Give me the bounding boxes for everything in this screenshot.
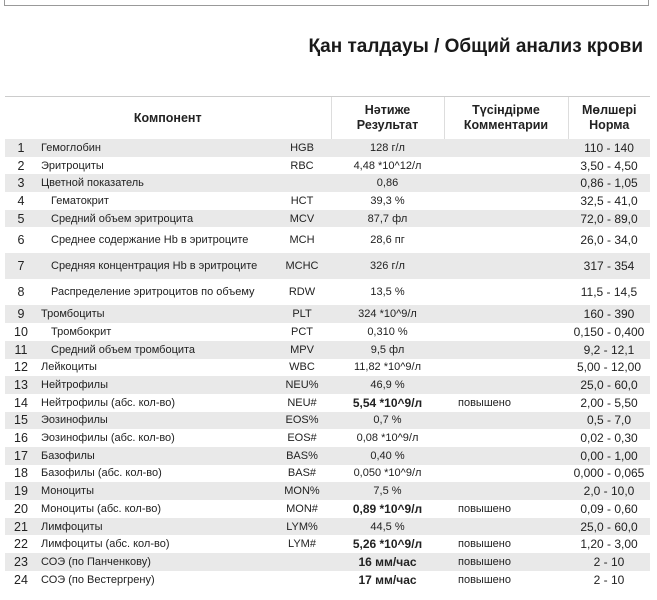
table-row	[5, 192, 650, 210]
header-comment: Түсіндірме Комментарии	[444, 97, 568, 140]
component-code	[273, 571, 331, 589]
comment	[444, 412, 568, 430]
component-code: MCH	[289, 234, 315, 247]
row-number: 4	[17, 193, 25, 208]
comment	[444, 174, 568, 192]
component-code: NEU#	[287, 396, 317, 409]
result-value: 11,82 *10^9/л	[353, 361, 422, 374]
comment	[444, 227, 568, 253]
component-name: Распределение эритроцитов по объему	[51, 286, 255, 299]
row-number: 18	[14, 466, 28, 481]
result-value: 0,08 *10^9/л	[356, 432, 419, 445]
component-code	[273, 553, 331, 571]
row-number: 13	[5, 376, 37, 394]
component-code: HCT	[290, 194, 314, 207]
component-name: Тромбоциты	[37, 305, 273, 323]
comment	[444, 279, 568, 305]
row-number: 12	[14, 360, 28, 375]
component-name: Эозинофилы (абс. кол-во)	[41, 432, 175, 445]
component-name: Нейтрофилы (абс. кол-во)	[41, 396, 176, 409]
norm-range: 26,0 - 34,0	[580, 233, 638, 248]
comment	[444, 192, 568, 210]
row-number: 19	[5, 482, 37, 500]
table-row	[5, 227, 650, 253]
table-row	[5, 157, 650, 175]
norm-range: 0,09 - 0,60	[580, 501, 638, 516]
table-row	[5, 500, 650, 518]
table-row	[5, 518, 650, 536]
component-code: BAS%	[273, 447, 331, 465]
norm-range: 0,150 - 0,400	[573, 324, 645, 339]
table-row	[5, 429, 650, 447]
norm-range: 25,0 - 60,0	[568, 376, 650, 394]
result-value: 39,3 %	[370, 194, 405, 207]
result-value: 324 *10^9/л	[331, 305, 444, 323]
row-number: 21	[5, 518, 37, 536]
comment	[444, 323, 568, 341]
component-code: PCT	[291, 325, 313, 338]
result-value: 46,9 %	[331, 376, 444, 394]
component-name: Среднее содержание Hb в эритроците	[51, 234, 249, 247]
result-value: 4,48 *10^12/л	[353, 159, 422, 172]
row-number: 15	[5, 412, 37, 430]
table-row	[5, 447, 650, 465]
comment	[444, 210, 568, 228]
result-value: 0,86	[331, 174, 444, 192]
component-name: Лимфоциты	[37, 518, 273, 536]
norm-range: 11,5 - 14,5	[580, 285, 638, 300]
result-value: 0,7 %	[331, 412, 444, 430]
result-value: 0,050 *10^9/л	[353, 467, 422, 480]
component-name: Тромбокрит	[51, 325, 112, 338]
header-component: Компонент	[5, 97, 331, 140]
norm-range: 2,00 - 5,50	[580, 395, 638, 410]
table-row	[5, 412, 650, 430]
page-title: Қан талдауы / Общий анализ крови	[308, 36, 643, 57]
table-row	[5, 341, 650, 359]
component-code: WBC	[289, 361, 315, 374]
component-name: Цветной показатель	[37, 174, 273, 192]
comment: повышено	[458, 573, 511, 586]
table-row	[5, 553, 650, 571]
component-code: EOS%	[273, 412, 331, 430]
result-value: 128 г/л	[331, 139, 444, 157]
result-value: 5,26 *10^9/л	[352, 537, 423, 552]
norm-range: 0,02 - 0,30	[580, 431, 638, 446]
comment	[444, 305, 568, 323]
norm-range: 0,86 - 1,05	[568, 174, 650, 192]
table-row	[5, 305, 650, 323]
norm-range: 2 - 10	[593, 572, 625, 587]
norm-range: 5,00 - 12,00	[576, 360, 642, 375]
row-number: 7	[5, 253, 37, 279]
component-name: Нейтрофилы	[37, 376, 273, 394]
component-name: Средний объем эритроцита	[37, 210, 273, 228]
row-number: 11	[5, 341, 37, 359]
row-number: 16	[14, 431, 28, 446]
table-row	[5, 174, 650, 192]
component-name: Моноциты (абс. кол-во)	[41, 502, 162, 515]
norm-range: 25,0 - 60,0	[568, 518, 650, 536]
component-code: NEU%	[273, 376, 331, 394]
table-row	[5, 139, 650, 157]
component-code: BAS#	[287, 467, 317, 480]
component-name: СОЭ (по Вестергрену)	[41, 573, 155, 586]
result-value: 7,5 %	[331, 482, 444, 500]
component-name: Моноциты	[37, 482, 273, 500]
comment	[444, 376, 568, 394]
result-value: 17 мм/час	[358, 572, 417, 587]
comment: повышено	[458, 396, 511, 409]
comment: повышено	[458, 538, 511, 551]
result-value: 44,5 %	[331, 518, 444, 536]
component-name: Эритроциты	[41, 159, 104, 172]
comment	[444, 465, 568, 483]
row-number: 17	[5, 447, 37, 465]
component-name: Средняя концентрация Hb в эритроците	[37, 253, 273, 279]
component-code: MCV	[273, 210, 331, 228]
previous-table-edge	[4, 0, 649, 6]
norm-range: 1,20 - 3,00	[580, 537, 638, 552]
result-value: 13,5 %	[370, 286, 405, 299]
comment	[444, 139, 568, 157]
norm-range: 160 - 390	[568, 305, 650, 323]
row-number: 8	[17, 285, 25, 300]
comment	[444, 518, 568, 536]
component-name: Лимфоциты (абс. кол-во)	[41, 538, 170, 551]
component-code: LYM%	[273, 518, 331, 536]
table-row	[5, 323, 650, 341]
header-result: Нәтиже Результат	[331, 97, 444, 140]
component-code	[273, 174, 331, 192]
comment	[444, 341, 568, 359]
table-header	[5, 97, 650, 140]
row-number: 2	[17, 158, 25, 173]
component-code: RDW	[288, 286, 316, 299]
comment	[444, 447, 568, 465]
comment: повышено	[444, 553, 568, 571]
row-number: 14	[14, 395, 28, 410]
result-value: 326 г/л	[331, 253, 444, 279]
component-name: Гематокрит	[51, 194, 109, 207]
component-code: MON#	[286, 502, 318, 515]
row-number: 20	[14, 501, 28, 516]
norm-range: 2 - 10	[568, 553, 650, 571]
comment	[444, 359, 568, 377]
comment	[444, 253, 568, 279]
component-name: Лейкоциты	[41, 361, 97, 374]
norm-range: 0,000 - 0,065	[573, 466, 645, 481]
norm-range: 0,00 - 1,00	[568, 447, 650, 465]
table-row	[5, 482, 650, 500]
result-value: 0,310 %	[367, 325, 408, 338]
result-value: 28,6 пг	[370, 234, 405, 247]
comment	[444, 429, 568, 447]
norm-range: 9,2 - 12,1	[568, 341, 650, 359]
component-name: Гемоглобин	[37, 139, 273, 157]
result-value: 0,40 %	[331, 447, 444, 465]
table-row	[5, 535, 650, 553]
component-code: LYM#	[288, 538, 316, 551]
component-name: Базофилы	[37, 447, 273, 465]
row-number: 9	[5, 305, 37, 323]
result-value: 87,7 фл	[331, 210, 444, 228]
table-row	[5, 279, 650, 305]
header-norm: Мөлшері Норма	[568, 97, 650, 140]
result-value: 9,5 фл	[331, 341, 444, 359]
component-code: RBC	[290, 159, 314, 172]
row-number: 24	[14, 572, 28, 587]
component-code: MON%	[273, 482, 331, 500]
norm-range: 317 - 354	[568, 253, 650, 279]
norm-range: 32,5 - 41,0	[580, 193, 638, 208]
norm-range: 0,5 - 7,0	[568, 412, 650, 430]
result-value: 16 мм/час	[331, 553, 444, 571]
norm-range: 3,50 - 4,50	[580, 158, 638, 173]
table-row	[5, 210, 650, 228]
component-name: Базофилы (абс. кол-во)	[41, 467, 162, 480]
norm-range: 110 - 140	[568, 139, 650, 157]
component-code: MPV	[273, 341, 331, 359]
row-number: 5	[5, 210, 37, 228]
row-number: 22	[14, 537, 28, 552]
component-code: HGB	[273, 139, 331, 157]
comment	[444, 157, 568, 175]
component-name: Средний объем тромбоцита	[37, 341, 273, 359]
table-row	[5, 253, 650, 279]
blood-test-table	[5, 96, 650, 588]
component-code: MCHC	[273, 253, 331, 279]
result-value: 0,89 *10^9/л	[352, 501, 423, 516]
table-row	[5, 571, 650, 589]
table-row	[5, 465, 650, 483]
table-row	[5, 359, 650, 377]
result-value: 5,54 *10^9/л	[352, 395, 423, 410]
table-row	[5, 394, 650, 412]
norm-range: 2,0 - 10,0	[568, 482, 650, 500]
component-code: PLT	[273, 305, 331, 323]
component-name: СОЭ (по Панченкову)	[37, 553, 273, 571]
row-number: 6	[17, 233, 25, 248]
component-code: EOS#	[287, 432, 317, 445]
row-number: 3	[5, 174, 37, 192]
row-number: 1	[5, 139, 37, 157]
row-number: 10	[14, 324, 28, 339]
row-number: 23	[5, 553, 37, 571]
comment: повышено	[458, 502, 511, 515]
table-row	[5, 376, 650, 394]
comment	[444, 482, 568, 500]
norm-range: 72,0 - 89,0	[568, 210, 650, 228]
component-name: Эозинофилы	[37, 412, 273, 430]
